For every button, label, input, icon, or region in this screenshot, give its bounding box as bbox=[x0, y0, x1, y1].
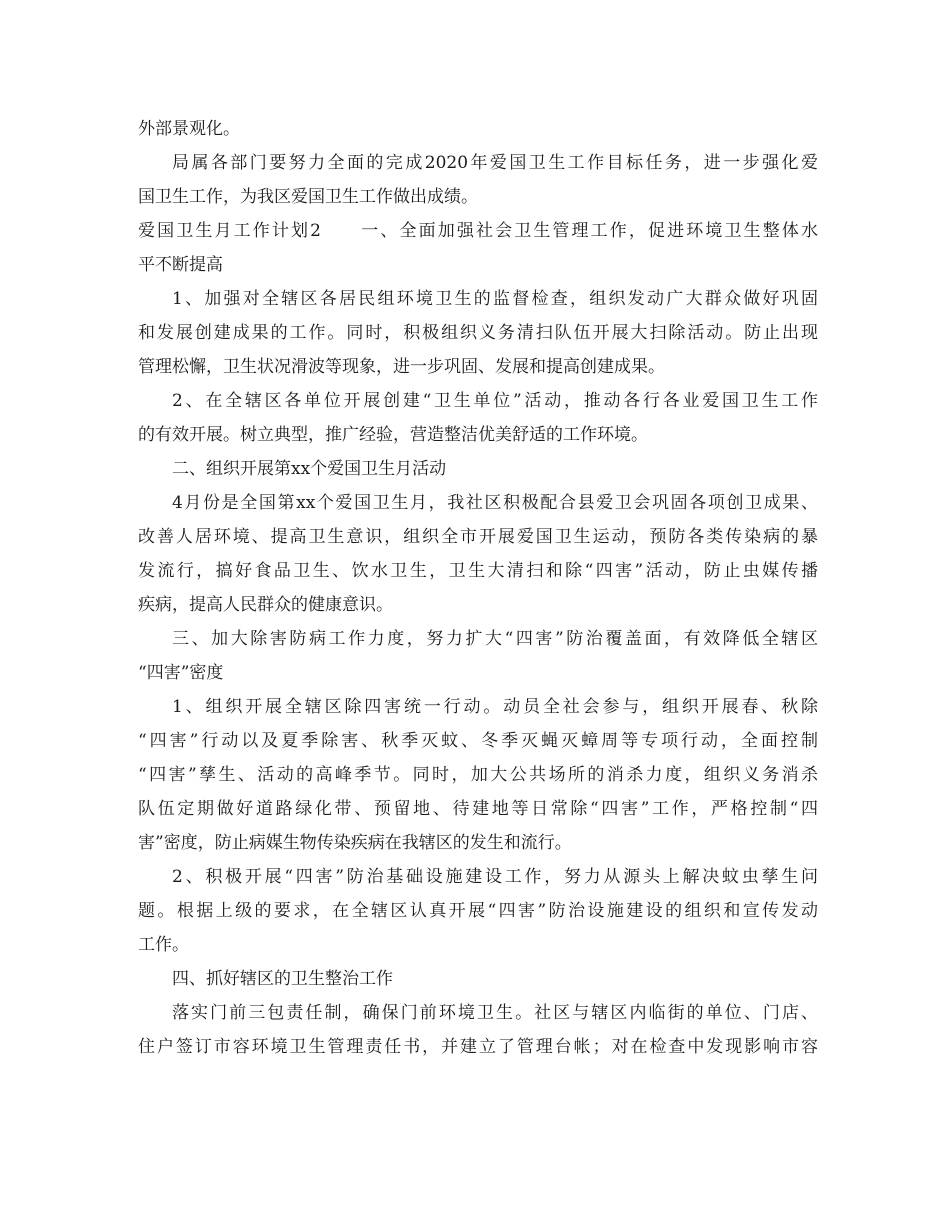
text-line: 改善人居环境、提高卫生意识，组织全市开展爱国卫生运动，预防各类传染病的暴 bbox=[138, 527, 818, 547]
document-body bbox=[138, 112, 818, 1064]
text-line: 平不断提高 bbox=[138, 255, 223, 275]
text-line: “四害”密度 bbox=[138, 663, 224, 683]
text-line: 和发展创建成果的工作。同时，积极组织义务清扫队伍开展大扫除活动。防止出现 bbox=[138, 323, 818, 343]
paragraph-line: 2、在全辖区各单位开展创建“卫生单位”活动，推动各行各业爱国卫生工作 bbox=[172, 391, 818, 411]
paragraph-line: 局属各部门要努力全面的完成2020年爱国卫生工作目标任务，进一步强化爱 bbox=[172, 153, 818, 173]
text-line: 害”密度，防止病媒生物传染疾病在我辖区的发生和流行。 bbox=[138, 833, 572, 853]
section-heading: 二、组织开展第xx个爱国卫生月活动 bbox=[172, 459, 447, 479]
text-line: 外部景观化。 bbox=[138, 119, 240, 139]
text-line: 住户签订市容环境卫生管理责任书，并建立了管理台帐；对在检查中发现影响市容 bbox=[138, 1037, 818, 1057]
paragraph-line: 2、积极开展“四害”防治基础设施建设工作，努力从源头上解决蚊虫孳生问 bbox=[172, 867, 818, 887]
paragraph-line: 4月份是全国第xx个爱国卫生月，我社区积极配合县爱卫会巩固各项创卫成果、 bbox=[172, 493, 818, 513]
section-heading: 四、抓好辖区的卫生整治工作 bbox=[172, 969, 393, 989]
paragraph-line: 1、组织开展全辖区除四害统一行动。动员全社会参与，组织开展春、秋除 bbox=[172, 697, 818, 717]
text-line: 的有效开展。树立典型，推广经验，营造整洁优美舒适的工作环境。 bbox=[138, 425, 648, 445]
text-line: 疾病，提高人民群众的健康意识。 bbox=[138, 595, 393, 615]
text-line: 发流行，搞好食品卫生、饮水卫生，卫生大清扫和除“四害”活动，防止虫媒传播 bbox=[138, 561, 818, 581]
section-heading: 三、加大除害防病工作力度，努力扩大“四害”防治覆盖面，有效降低全辖区 bbox=[172, 629, 818, 649]
text-line: “四害”孳生、活动的高峰季节。同时，加大公共场所的消杀力度，组织义务消杀 bbox=[138, 765, 818, 785]
text-line: 管理松懈，卫生状况滑波等现象，进一步巩固、发展和提高创建成果。 bbox=[138, 357, 665, 377]
text-line: “四害”行动以及夏季除害、秋季灭蚊、冬季灭蝇灭蟑周等专项行动，全面控制 bbox=[138, 731, 818, 751]
paragraph-line: 1、加强对全辖区各居民组环境卫生的监督检查，组织发动广大群众做好巩固 bbox=[172, 289, 818, 309]
text-line: 题。根据上级的要求，在全辖区认真开展“四害”防治设施建设的组织和宣传发动 bbox=[138, 901, 818, 921]
paragraph-line: 落实门前三包责任制，确保门前环境卫生。社区与辖区内临街的单位、门店、 bbox=[172, 1003, 818, 1023]
text-line: 队伍定期做好道路绿化带、预留地、待建地等日常除“四害”工作，严格控制“四 bbox=[138, 799, 818, 819]
section-heading-line: 爱国卫生月工作计划2 一、全面加强社会卫生管理工作，促进环境卫生整体水 bbox=[138, 221, 818, 241]
text-line: 工作。 bbox=[138, 935, 189, 955]
text-line: 国卫生工作，为我区爱国卫生工作做出成绩。 bbox=[138, 187, 478, 207]
